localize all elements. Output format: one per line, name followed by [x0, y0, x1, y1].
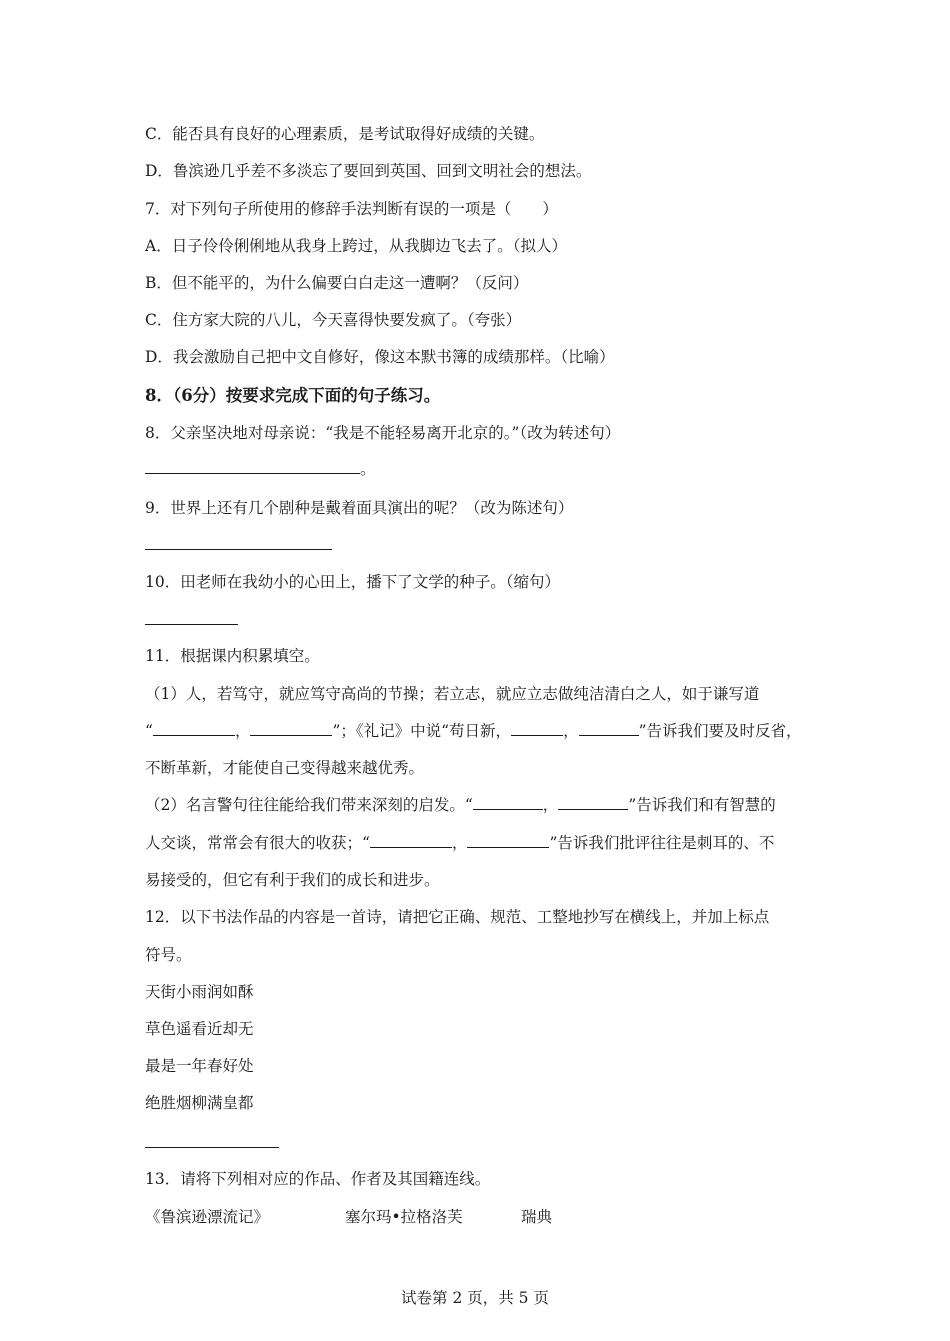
q8-answer-line	[145, 457, 808, 481]
q7-option-a: A．日子伶伶俐俐地从我身上跨过，从我脚边飞去了。（拟人）	[145, 237, 567, 255]
q11-blank-1[interactable]	[153, 720, 235, 736]
q13-stem: 13．请将下列相对应的作品、作者及其国籍连线。	[145, 1170, 491, 1188]
q11-blank-3[interactable]	[511, 720, 563, 736]
q8-period: 。	[360, 460, 376, 478]
q12-answer-line[interactable]	[145, 1147, 279, 1148]
q8-stem: 8．父亲坚决地对母亲说：“我是不能轻易离开北京的。”（改为转述句）	[145, 424, 621, 442]
q11-part1-line2: “ ， ”；《礼记》中说“苟日新， ， ”告诉我们要及时反省，	[145, 722, 802, 740]
q6-option-c: C．能否具有良好的心理素质，是考试取得好成绩的关键。	[145, 125, 545, 143]
q11-part2-line1: （2）名言警句往往能给我们带来深刻的启发。“ ， ”告诉我们和有智慧的	[145, 796, 776, 814]
q11-part2-line2: 人交谈，常常会有很大的收获；“ ， ”告诉我们批评往往是刺耳的、不	[145, 834, 775, 852]
poem-line: 天街小雨润如酥	[145, 983, 254, 1001]
q11-blank-2[interactable]	[250, 720, 332, 736]
q11-part2-line3: 易接受的，但它有利于我们的成长和进步。	[145, 871, 440, 889]
q9-stem: 9．世界上还有几个剧种是戴着面具演出的呢？（改为陈述句）	[145, 499, 574, 517]
q12-stem-line1: 12．以下书法作品的内容是一首诗，请把它正确、规范、工整地抄写在横线上，并加上标点	[145, 908, 770, 926]
poem-line: 草色遥看近却无	[145, 1020, 254, 1038]
q11-blank-5[interactable]	[473, 794, 543, 810]
poem-line: 绝胜烟柳满皇都	[145, 1094, 254, 1112]
q11-part1-line3: 不断革新，才能使自己变得越来越优秀。	[145, 759, 425, 777]
q7-option-d: D．我会激励自己把中文自修好，像这本默书簿的成绩那样。（比喻）	[145, 348, 615, 366]
section8-heading: 8．（6分）按要求完成下面的句子练习。	[145, 386, 441, 405]
q7-option-c: C．住方家大院的八儿，今天喜得快要发疯了。（夸张）	[145, 311, 522, 329]
q13-country[interactable]: 瑞典	[521, 1208, 553, 1226]
q11-stem: 11．根据课内积累填空。	[145, 647, 320, 665]
q11-blank-7[interactable]	[370, 832, 452, 848]
q11-part1-line1: （1）人，若笃守，就应笃守高尚的节操；若立志，就应立志做纯洁清白之人，如于谦写道	[145, 685, 760, 703]
q9-answer-line[interactable]	[145, 549, 332, 550]
q10-stem: 10．田老师在我幼小的心田上，播下了文学的种子。（缩句）	[145, 573, 560, 591]
q10-answer-line[interactable]	[145, 624, 238, 625]
poem-line: 最是一年春好处	[145, 1057, 254, 1075]
q13-author[interactable]: 塞尔玛•拉格洛芙	[345, 1208, 463, 1226]
q13-work[interactable]: 《鲁滨逊漂流记》	[145, 1208, 270, 1226]
q12-stem-line2: 符号。	[145, 946, 192, 964]
q11-blank-8[interactable]	[467, 832, 549, 848]
q11-blank-6[interactable]	[558, 794, 628, 810]
q8-answer-blank[interactable]	[145, 458, 360, 474]
q6-option-d: D．鲁滨逊几乎差不多淡忘了要回到英国、回到文明社会的想法。	[145, 162, 592, 180]
q7-option-b: B．但不能平的，为什么偏要白白走这一遭啊？（反问）	[145, 274, 529, 292]
q7-stem: 7．对下列句子所使用的修辞手法判断有误的一项是（ ）	[145, 200, 558, 218]
page-footer: 试卷第 2 页，共 5 页	[401, 1289, 549, 1307]
q11-blank-4[interactable]	[579, 720, 639, 736]
